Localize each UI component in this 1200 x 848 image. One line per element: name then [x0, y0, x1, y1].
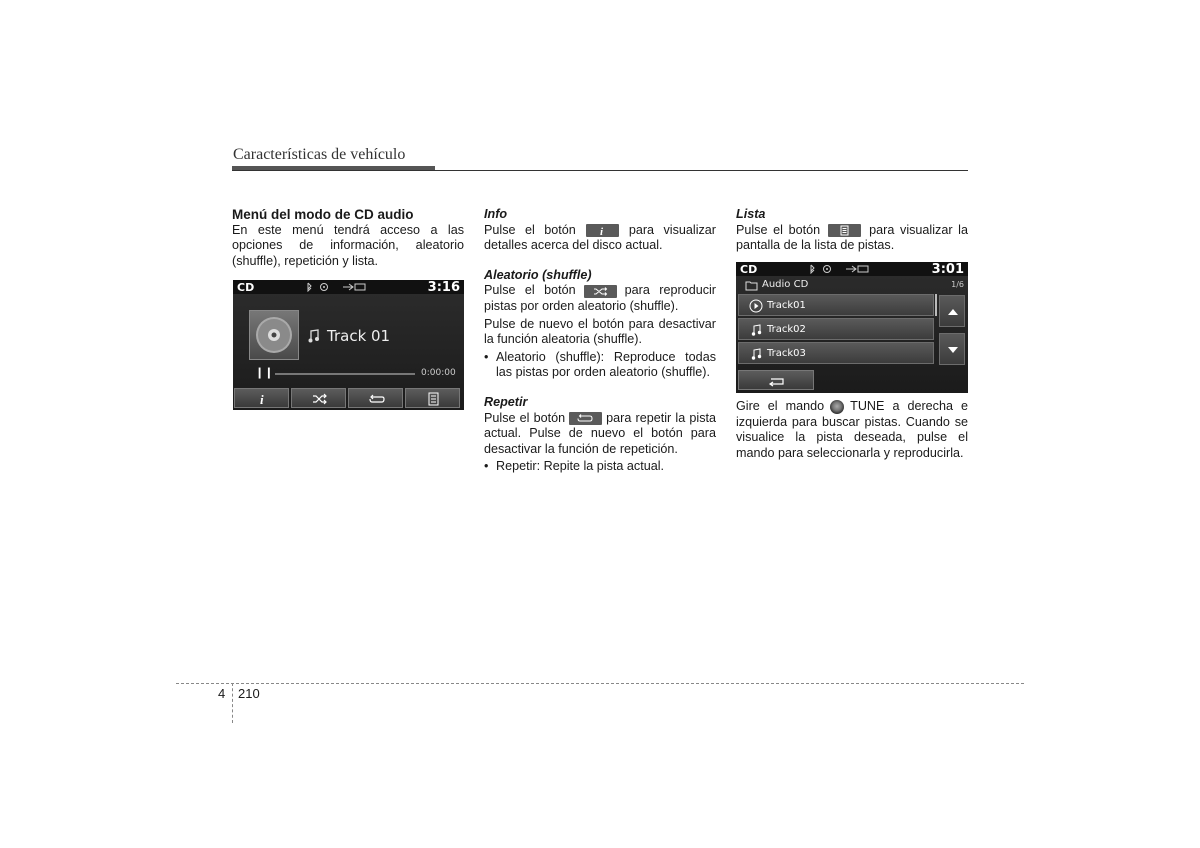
folder-name: Audio CD [762, 279, 809, 290]
cd-disc-icon [250, 311, 298, 359]
info-text-post: para visualizar detalles acerca del disco actual. [484, 222, 716, 253]
shuffle-text-pre: Pulse el botón [484, 283, 576, 298]
right-column [736, 207, 968, 254]
shuffle-text-2: Pulse de nuevo el botón para desactivar la función aleatoria (shuffle). [484, 316, 716, 347]
elapsed-time: 0:00:00 [421, 368, 456, 378]
shuffle-icon [292, 389, 347, 409]
list-text-pre: Pulse el botón [736, 222, 821, 237]
progress-bar[interactable] [275, 373, 415, 375]
repeat-bullet-text: Repetir: Repite la pista actual. [496, 459, 665, 474]
shuffle-heading: Aleatorio (shuffle) [484, 267, 592, 282]
scroll-down-button[interactable] [939, 333, 965, 365]
scroll-up-button[interactable] [939, 295, 965, 327]
chapter-number: 4 [218, 686, 226, 701]
info-button-glyph [586, 224, 619, 237]
repeat-bullet [484, 459, 716, 475]
shuffle-bullet [484, 350, 716, 381]
track-name: Track02 [767, 324, 806, 335]
track-row[interactable] [738, 318, 934, 340]
track-row[interactable] [738, 342, 934, 364]
track-name: Track01 [767, 300, 806, 311]
pause-icon[interactable]: ❙❙ [255, 366, 274, 379]
back-button[interactable] [738, 370, 814, 390]
play-icon [749, 299, 763, 313]
bullet-dot: • [484, 459, 489, 474]
tune-paragraph [736, 399, 968, 461]
status-icons [808, 264, 870, 274]
list-heading: Lista [736, 207, 766, 221]
track-row[interactable] [738, 294, 934, 316]
status-icons [305, 282, 367, 292]
music-note-icon [751, 348, 763, 360]
section-title: Características de vehículo [233, 146, 406, 163]
back-arrow-icon [739, 371, 815, 391]
list-button-glyph [828, 224, 861, 237]
repeat-button-glyph [569, 412, 602, 425]
list-icon [406, 389, 461, 409]
svg-text:i: i [260, 392, 264, 407]
mode-label: CD [740, 263, 758, 276]
clock: 3:16 [427, 280, 460, 295]
shuffle-button-glyph [584, 285, 617, 298]
svg-text:i: i [599, 225, 603, 237]
footer-rule [176, 683, 1024, 684]
cd-play-screen [233, 280, 464, 410]
info-softkey[interactable] [234, 388, 289, 408]
music-note-icon [308, 329, 320, 343]
repeat-icon [349, 389, 404, 409]
tune-text-post: TUNE a derecha e izquierda para buscar pistas. Cuando se visualice la pista deseada, pulse el mando para seleccionarla y reproducirla. [736, 399, 968, 460]
arrow-down-icon [940, 334, 966, 366]
middle-column [484, 207, 716, 475]
repeat-text-post: para repetir la pista actual. Pulse de nuevo el botón para desactivar la función de repetición. [484, 410, 716, 456]
info-text [484, 223, 716, 254]
shuffle-text-post: para reproducir pistas por orden aleatorio (shuffle). [484, 283, 716, 313]
shuffle-softkey[interactable] [291, 388, 346, 408]
repeat-softkey[interactable] [348, 388, 403, 408]
clock: 3:01 [931, 262, 964, 277]
left-column [232, 207, 464, 269]
repeat-icon [569, 412, 602, 425]
track-name: Track03 [767, 348, 806, 359]
tune-text [736, 399, 968, 461]
music-note-icon [751, 324, 763, 336]
cd-list-screen [736, 262, 968, 393]
header-rule [232, 170, 968, 171]
info-text-pre: Pulse el botón [484, 222, 576, 237]
list-text [736, 223, 968, 254]
folder-icon [745, 280, 759, 291]
repeat-heading: Repetir [484, 394, 528, 409]
mode-label: CD [237, 281, 255, 294]
list-icon [828, 224, 861, 237]
cd-menu-intro: En este menú tendrá acceso a las opciones de información, aleatorio (shuffle), repetición y lista. [232, 222, 464, 268]
repeat-text-pre: Pulse el botón [484, 410, 566, 425]
info-icon [586, 224, 619, 237]
arrow-up-icon [940, 296, 966, 328]
list-text-post: para visualizar la pantalla de la lista de pistas. [736, 222, 968, 253]
scrollbar-thumb[interactable] [935, 294, 937, 316]
cd-menu-heading: Menú del modo de CD audio [232, 207, 414, 222]
tune-knob-icon [830, 400, 844, 414]
footer-divider [232, 683, 233, 723]
info-heading: Info [484, 207, 508, 221]
shuffle-bullet-text: Aleatorio (shuffle): Reproduce todas las pistas por orden aleatorio (shuffle). [496, 349, 716, 380]
page-number: 210 [238, 686, 260, 701]
info-icon [235, 389, 290, 409]
shuffle-icon [584, 285, 617, 298]
track-title: Track 01 [327, 327, 391, 345]
bullet-dot: • [484, 349, 489, 364]
list-softkey[interactable] [405, 388, 460, 408]
album-art [249, 310, 299, 360]
shuffle-text [484, 283, 716, 314]
tune-text-pre: Gire el mando [736, 399, 825, 413]
repeat-text [484, 411, 716, 458]
page-indicator: 1/6 [951, 280, 964, 289]
